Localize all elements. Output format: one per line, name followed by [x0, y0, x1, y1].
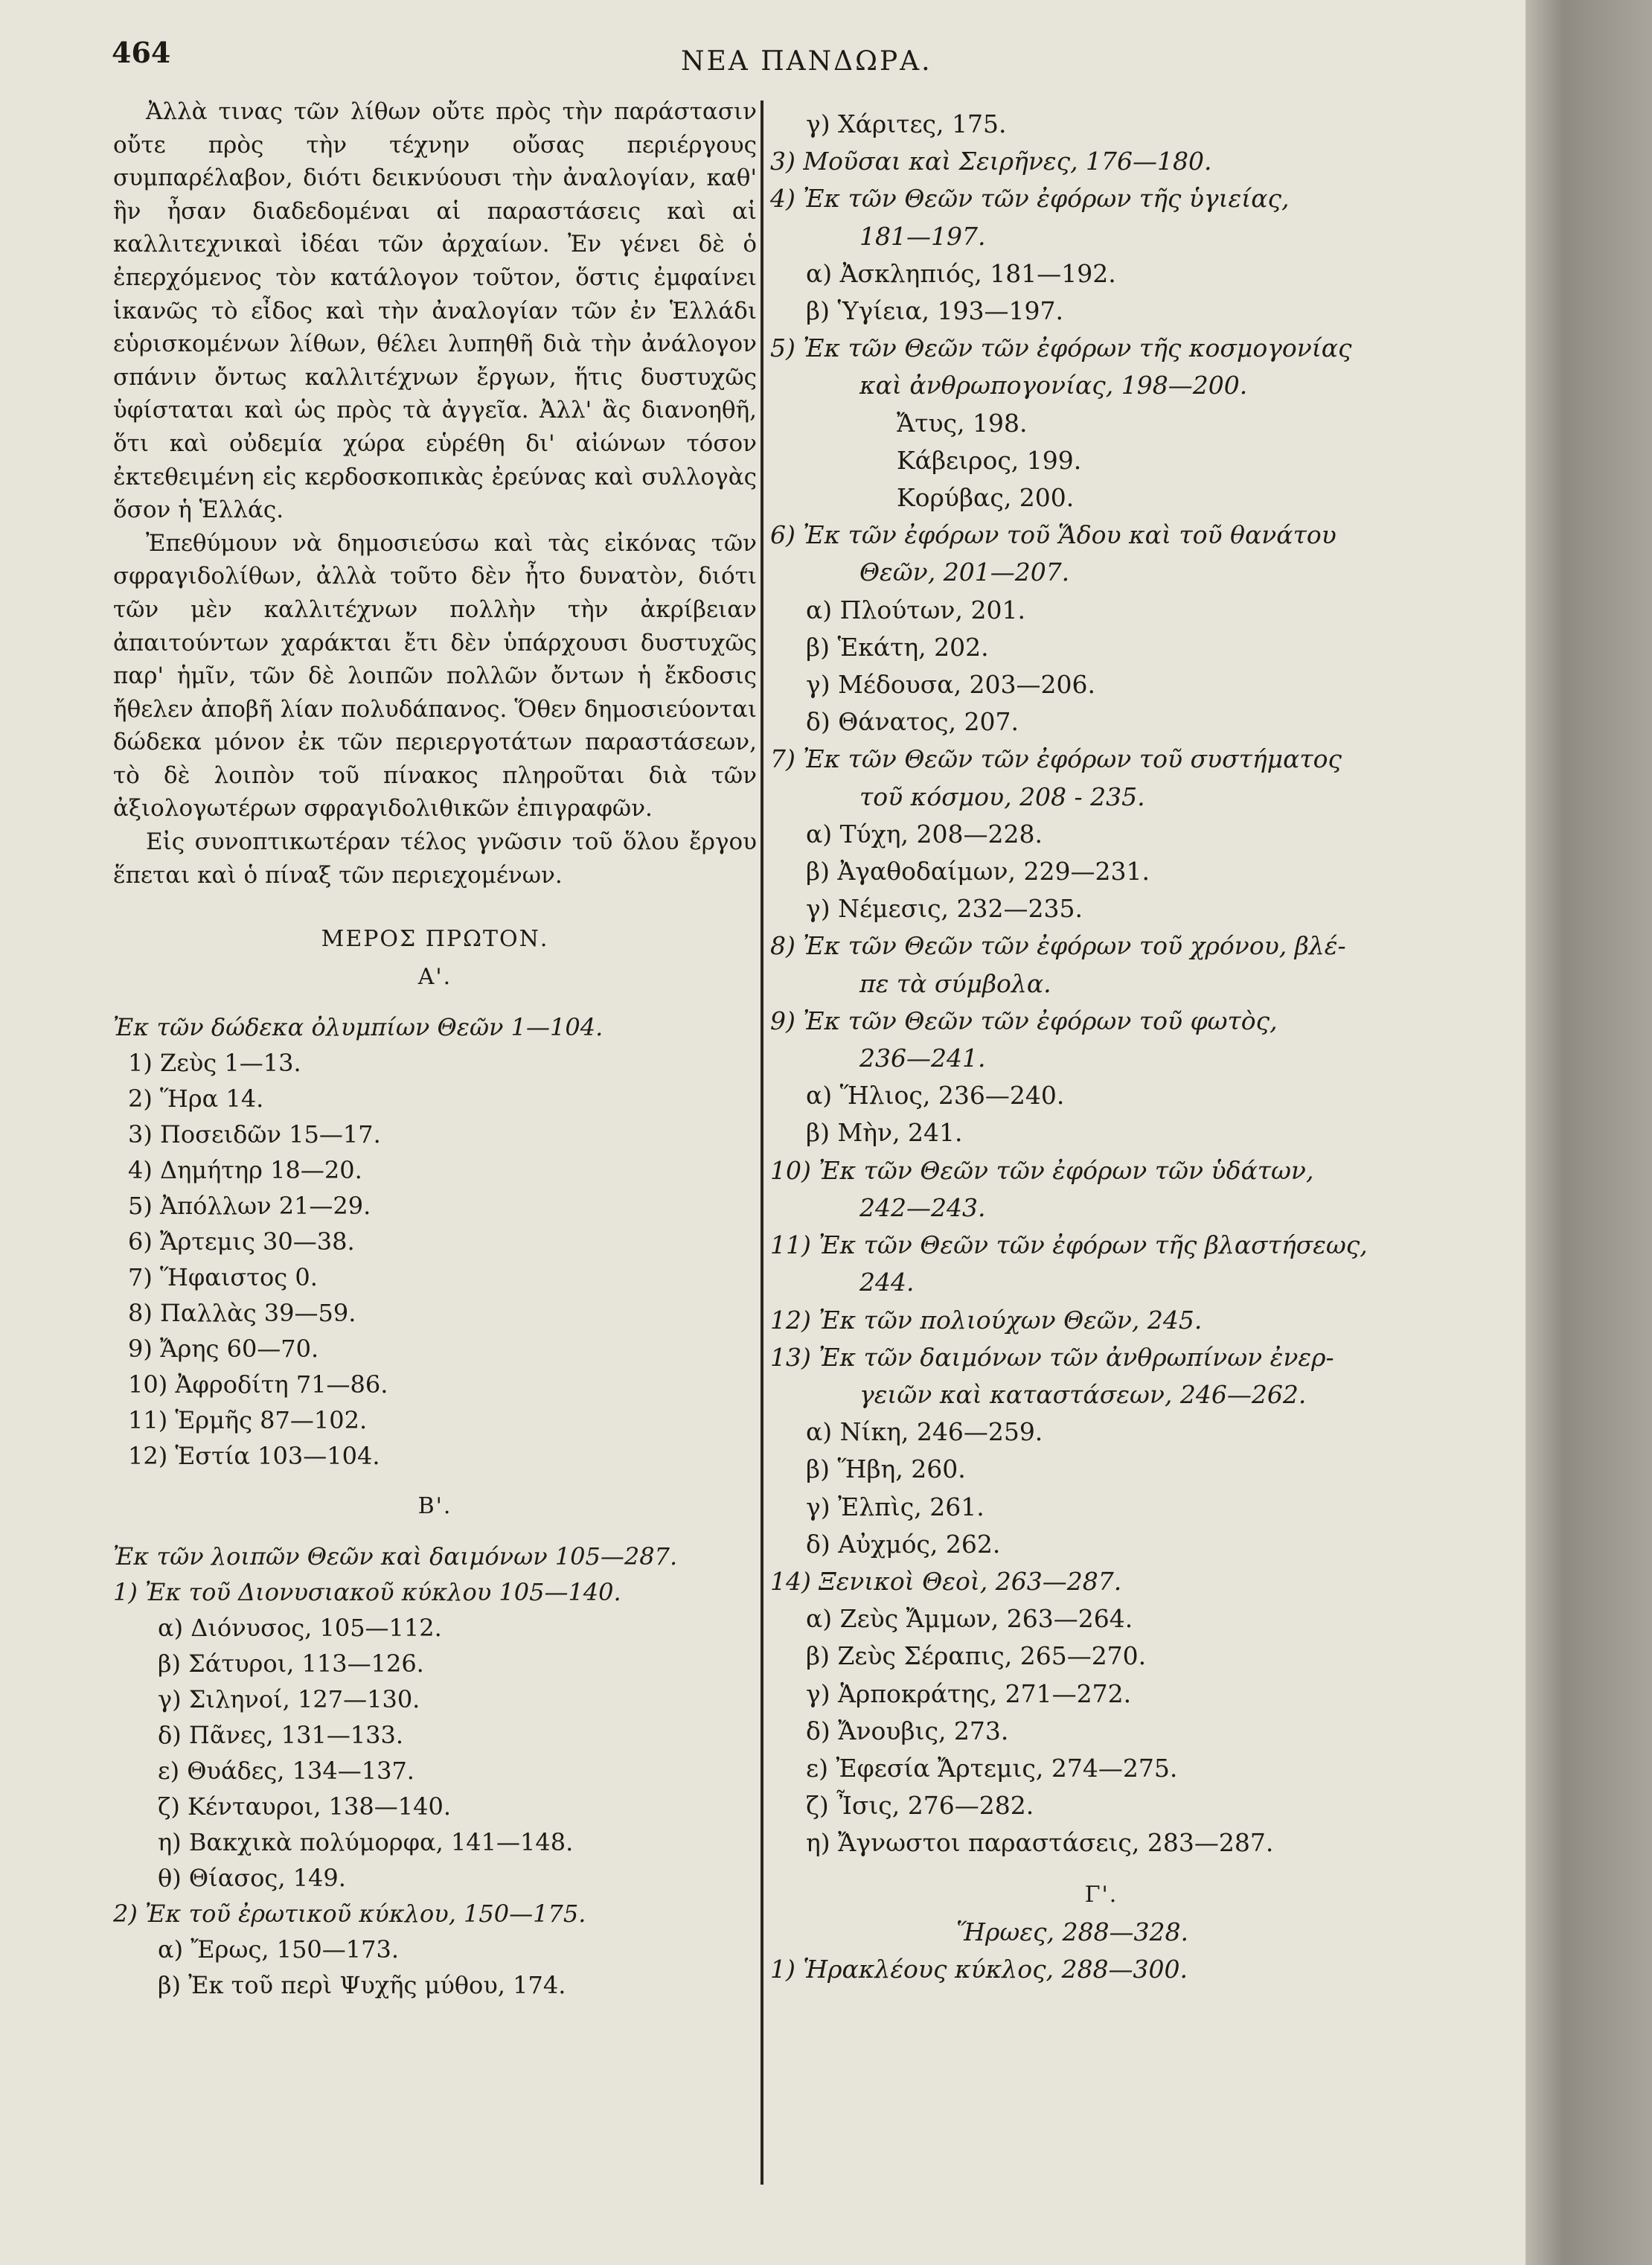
toc-entry-sub: γ) Μέδουσα, 203—206. [806, 670, 1096, 700]
intro-paragraph: Εἰς συνοπτικωτέραν τέλος γνῶσιν τοῦ ὅλου ἔργου ἕπεται καὶ ὁ πίναξ τῶν περιεχομένων. [113, 828, 757, 889]
toc-entry-sub: η) Ἄγνωστοι παραστάσεις, 283—287. [806, 1828, 1274, 1858]
toc-entry-item: 2) Ἥρα 14. [128, 1084, 264, 1114]
toc-entry-item: 9) Ἄρης 60—70. [128, 1335, 319, 1364]
toc-entry-name: Κορύβας, 200. [897, 483, 1075, 513]
toc-entry-sub: ζ) Κένταυροι, 138—140. [158, 1792, 451, 1821]
toc-entry-name: Ἄτυς, 198. [897, 408, 1028, 438]
page-number: 464 [112, 36, 171, 69]
toc-entry-item: 11) Ἑρμῆς 87—102. [128, 1406, 368, 1435]
intro-paragraph: Ἐπεθύμουν νὰ δημοσιεύσω καὶ τὰς εἰκόνας τῶν σφραγιδολίθων, ἀλλὰ τοῦτο δὲν ἦτο δυνατὸν, διότι τῶν μὲν καλλιτέχνων πολλὴν τὴν ἀκρίβειαν ἀπαιτούντων χαράκται ἔτι δὲν ὑπάρχουσι δυστυχῶς παρ' ἡμῖν, τῶν δὲ λοιπῶν πολλῶν ὄντων ἡ ἔκδοσις ἤθελεν ἀποβῆ λίαν πολυδάπανος. Ὅθεν δημοσιεύονται δώδεκα μόνον ἐκ τῶν περιεργοτάτων παραστάσεων, τὸ δὲ λοιπὸν τοῦ πίνακος πληροῦται διὰ τῶν ἀξιολογωτέρων σφραγιδολιθικῶν ἐπιγραφῶν. [113, 529, 757, 822]
toc-entry-cont: καὶ ἀνθρωπογονίας, 198—200. [859, 371, 1248, 400]
toc-entry-sub: β) Μὴν, 241. [806, 1118, 963, 1148]
toc-entry-cont: τοῦ κόσμου, 208 - 235. [859, 782, 1145, 811]
toc-entry-cont: Θεῶν, 201—207. [859, 558, 1070, 587]
toc-entry-group: 12) Ἐκ τῶν πολιούχων Θεῶν, 245. [770, 1305, 1203, 1335]
toc-entry-group: 13) Ἐκ τῶν δαιμόνων τῶν ἀνθρωπίνων ἐνερ- [770, 1342, 1334, 1372]
section-a-title: Ἐκ τῶν δώδεκα ὀλυμπίων Θεῶν 1—104. [113, 1013, 604, 1042]
toc-entry-group: 6) Ἐκ τῶν ἐφόρων τοῦ Ἅδου καὶ τοῦ θανάτου [770, 520, 1336, 550]
section-a-list [113, 1045, 757, 1474]
toc-entry-group: 14) Ξενικοὶ Θεοὶ, 263—287. [770, 1566, 1122, 1596]
left-column [113, 95, 757, 2003]
column-rule [761, 100, 763, 2185]
toc-entry-group: 5) Ἐκ τῶν Θεῶν τῶν ἐφόρων τῆς κοσμογονίας [770, 333, 1352, 363]
section-b-letter: Β'. [417, 1493, 452, 1520]
section-a-letter: Α'. [417, 964, 452, 991]
toc-entry-sub: γ) Χάριτες, 175. [806, 109, 1007, 138]
right-column [770, 106, 1432, 1988]
part-title: ΜΕΡΟΣ ΠΡΩΤΟΝ. [321, 926, 549, 953]
toc-entry-item: 4) Δημήτηρ 18—20. [128, 1156, 362, 1185]
toc-entry-sub: δ) Αὐχμός, 262. [806, 1529, 1001, 1559]
toc-entry-sub: β) Ὑγίεια, 193—197. [806, 296, 1063, 326]
toc-entry-sub: α) Ἀσκληπιός, 181—192. [806, 258, 1116, 288]
section-b-title: Ἐκ τῶν λοιπῶν Θεῶν καὶ δαιμόνων 105—287. [113, 1542, 678, 1571]
toc-entry-sub: γ) Νέμεσις, 232—235. [806, 894, 1083, 924]
toc-entry-sub: δ) Ἄνουβις, 273. [806, 1716, 1009, 1745]
toc-entry-sub: α) Ἔρως, 150—173. [158, 1935, 400, 1964]
toc-entry-group: 2) Ἐκ τοῦ ἐρωτικοῦ κύκλου, 150—175. [113, 1900, 586, 1929]
toc-entry-item: 5) Ἀπόλλων 21—29. [128, 1192, 371, 1221]
toc-entry-cont: 242—243. [859, 1192, 986, 1222]
toc-entry-sub: α) Διόνυσος, 105—112. [158, 1614, 442, 1643]
toc-entry-sub: β) Ἐκ τοῦ περὶ Ψυχῆς μύθου, 174. [158, 1971, 566, 2000]
toc-entry-item: 6) Ἄρτεμις 30—38. [128, 1227, 355, 1256]
toc-entry-item: 10) Ἀφροδίτη 71—86. [128, 1370, 388, 1399]
toc-entry-sub: δ) Πᾶνες, 131—133. [158, 1721, 404, 1750]
toc-entry-sub: α) Ἥλιος, 236—240. [806, 1081, 1065, 1111]
toc-entry-item: 1) Ζεὺς 1—13. [128, 1049, 301, 1078]
section-b-right-list [770, 106, 1432, 1862]
toc-entry-item: 12) Ἑστία 103—104. [128, 1442, 380, 1471]
toc-entry-sub: δ) Θάνατος, 207. [806, 707, 1019, 737]
toc-entry-group: 10) Ἐκ τῶν Θεῶν τῶν ἐφόρων τῶν ὑδάτων, [770, 1155, 1314, 1185]
toc-entry-sub: γ) Ἐλπὶς, 261. [806, 1492, 985, 1521]
toc-entry-sub: α) Νίκη, 246—259. [806, 1417, 1043, 1447]
toc-entry-group: 7) Ἐκ τῶν Θεῶν τῶν ἐφόρων τοῦ συστήματος [770, 744, 1342, 774]
toc-entry-sub: β) Ζεὺς Σέραπις, 265—270. [806, 1641, 1147, 1671]
toc-entry-cont: 181—197. [859, 221, 986, 251]
toc-entry-sub: β) Ἀγαθοδαίμων, 229—231. [806, 857, 1150, 886]
toc-entry-group: 1) Ἡρακλέους κύκλος, 288—300. [770, 1954, 1188, 1984]
toc-entry-item: 3) Ποσειδῶν 15—17. [128, 1120, 381, 1149]
toc-entry-group: 3) Μοῦσαι καὶ Σειρῆνες, 176—180. [770, 147, 1212, 176]
section-c-title: Ἥρωες, 288—328. [956, 1917, 1188, 1946]
toc-entry-group: 1) Ἐκ τοῦ Διονυσιακοῦ κύκλου 105—140. [113, 1578, 621, 1607]
toc-entry-group: 8) Ἐκ τῶν Θεῶν τῶν ἐφόρων τοῦ χρόνου, βλέ- [770, 931, 1346, 961]
toc-entry-sub: β) Ἥβη, 260. [806, 1454, 966, 1484]
running-title: ΝΕΑ ΠΑΝΔΩΡΑ. [681, 46, 932, 77]
toc-entry-sub: η) Βακχικὰ πολύμορφα, 141—148. [158, 1828, 574, 1857]
toc-entry-cont: 236—241. [859, 1044, 986, 1073]
toc-entry-cont: 244. [859, 1268, 915, 1297]
toc-entry-name: Κάβειρος, 199. [897, 445, 1082, 475]
intro-paragraph: Ἀλλὰ τινας τῶν λίθων οὔτε πρὸς τὴν παράστασιν οὔτε πρὸς τὴν τέχνην οὔσας περιέργους συμπαρέλαβον, διότι δεικνύουσι τὴν ἀναλογίαν, καθ' ἣν ἦσαν διαδεδομέναι αἱ παραστάσεις καὶ αἱ καλλιτεχνικαὶ ἰδέαι τῶν ἀρχαίων. Ἐν γένει δὲ ὁ ἐπερχόμενος τὸν κατάλογον τοῦτον, ὅστις ἐμφαίνει ἱκανῶς τὸ εἶδος καὶ τὴν ἀναλογίαν τῶν ἐν Ἑλλάδι εὑρισκομένων λίθων, θέλει λυπηθῆ διὰ τὴν ἀνάλογον σπάνιν ὄντως καλλιτέχνων ἔργων, ἥτις δυστυχῶς ὑφίσταται καὶ ὡς πρὸς τὰ ἀγγεῖα. Ἀλλ' ἂς διανοηθῆ, ὅτι καὶ οὐδεμία χώρα εὑρέθη δι' αἰώνων τόσον ἐκτεθειμένη εἰς κερδοσκοπικὰς ἐρεύνας καὶ συλλογὰς ὅσον ἡ Ἑλλάς. [113, 98, 757, 524]
toc-entry-group: 9) Ἐκ τῶν Θεῶν τῶν ἐφόρων τοῦ φωτὸς, [770, 1006, 1278, 1035]
toc-entry-sub: γ) Ἁρποκράτης, 271—272. [806, 1678, 1132, 1708]
toc-entry-sub: γ) Σιληνοί, 127—130. [158, 1685, 420, 1714]
toc-entry-item: 8) Παλλὰς 39—59. [128, 1299, 356, 1328]
toc-entry-sub: β) Ἑκάτη, 202. [806, 632, 989, 662]
toc-entry-sub: β) Σάτυροι, 113—126. [158, 1649, 424, 1678]
toc-entry-sub: ε) Ἐφεσία Ἄρτεμις, 274—275. [806, 1753, 1178, 1783]
toc-entry-cont: πε τὰ σύμβολα. [859, 968, 1051, 998]
toc-entry-sub: α) Τύχη, 208—228. [806, 819, 1043, 849]
page-edge [1525, 0, 1652, 2265]
toc-entry-sub: α) Ζεὺς Ἄμμων, 263—264. [806, 1604, 1133, 1634]
section-c-list [770, 1951, 1432, 1988]
toc-entry-sub: θ) Θίασος, 149. [158, 1864, 346, 1893]
toc-entry-group: 4) Ἐκ τῶν Θεῶν τῶν ἐφόρων τῆς ὑγιείας, [770, 184, 1290, 214]
toc-entry-sub: α) Πλούτων, 201. [806, 595, 1025, 624]
toc-entry-group: 11) Ἐκ τῶν Θεῶν τῶν ἐφόρων τῆς βλαστήσεως, [770, 1230, 1368, 1260]
section-c-letter: Γ'. [1084, 1881, 1118, 1908]
section-b-left-list [113, 1574, 757, 2003]
toc-entry-cont: γειῶν καὶ καταστάσεων, 246—262. [859, 1379, 1307, 1409]
toc-entry-item: 7) Ἥφαιστος 0. [128, 1263, 318, 1292]
toc-entry-sub: ε) Θυάδες, 134—137. [158, 1757, 414, 1786]
toc-entry-sub: ζ) Ἶσις, 276—282. [806, 1791, 1034, 1821]
